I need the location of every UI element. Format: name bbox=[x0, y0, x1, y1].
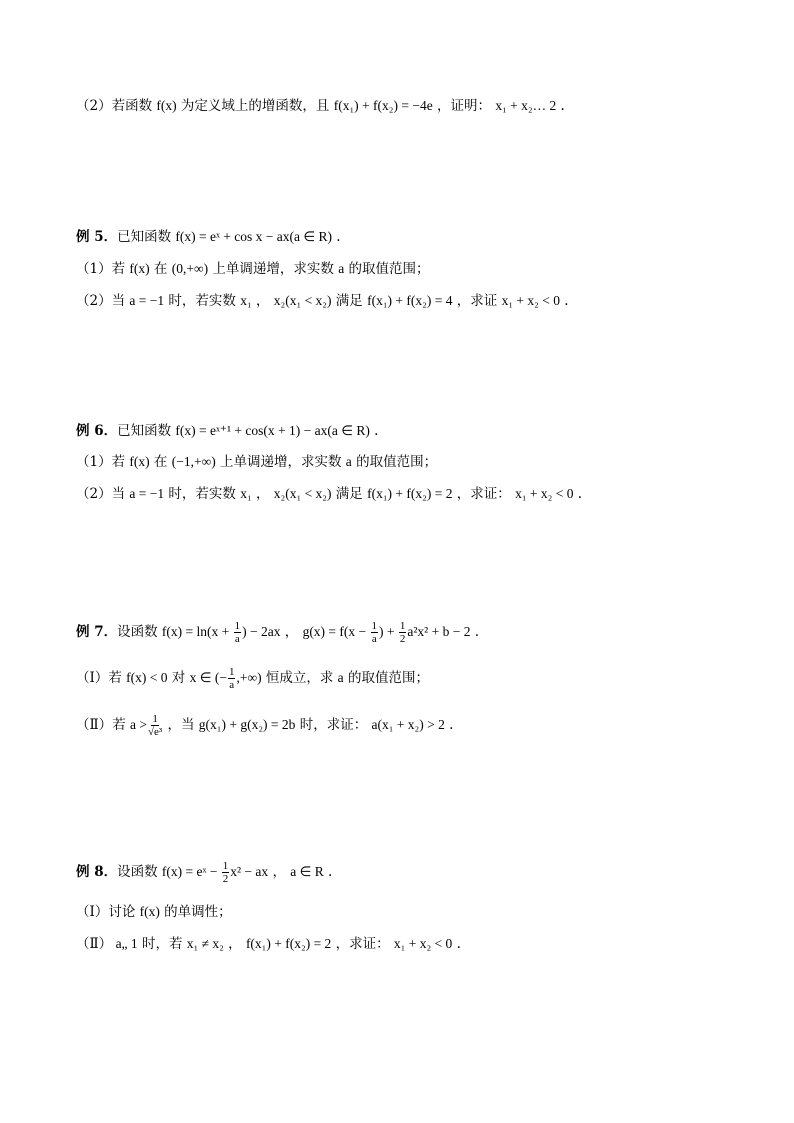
example-7-part2: （Ⅱ）若 a > $\frac{1}{\text{√e³}}$ ，当 g(x₁) + g(x₂) = 2b 时，求证： a(x₁ + x₂) > 2 . bbox=[76, 713, 454, 738]
formula: x₁ + x₂… 2 bbox=[495, 98, 557, 113]
formula: f(x₁) + f(x₂) = −4e bbox=[333, 98, 433, 113]
fraction: $\frac{1}{\text{√e³}}$ bbox=[147, 713, 163, 738]
example-5-title: 例 5．已知函数 f(x) = eˣ + cos x − ax(a ∈ R) . bbox=[76, 229, 341, 245]
example-8-title: 例 8．设函数 f(x) = eˣ − $\frac{1}{2}$ x² − ax ， a ∈ R . bbox=[76, 860, 333, 885]
fraction: $\frac{1}{2}$ bbox=[399, 620, 406, 645]
example-label: 例 8 bbox=[76, 864, 104, 880]
example-7-part1: （Ⅰ）若 f(x) < 0 对 x ∈ (− $\frac{1}{a}$ ,+∞) 恒成立，求 a 的取值范围； bbox=[76, 666, 429, 691]
example-6-part1: （1）若 f(x) 在 (−1,+∞) 上单调递增，求实数 a 的取值范围； bbox=[76, 454, 438, 470]
part-label: （2） bbox=[76, 98, 112, 114]
example-label: 例 6 bbox=[76, 423, 104, 439]
formula: f(x) bbox=[156, 98, 177, 113]
example-8-part1: （Ⅰ）讨论 f(x) 的单调性； bbox=[76, 904, 232, 920]
fraction: $\frac{1}{2}$ bbox=[222, 860, 229, 885]
fraction: $\frac{1}{a}$ bbox=[234, 620, 241, 645]
example-6-part2: （2）当 a = −1 时，若实数 x₁ ， x₂(x₁ < x₂) 满足 f(x₁) + f(x₂) = 2 ，求证： x₁ + x₂ < 0 . bbox=[76, 486, 583, 502]
example-5-part1: （1）若 f(x) 在 (0,+∞) 上单调递增，求实数 a 的取值范围； bbox=[76, 261, 430, 277]
example-7-title: 例 7．设函数 f(x) = ln(x + $\frac{1}{a}$ ) − 2ax ， g(x) = f(x − $\frac{1}{a}$ ) + $\frac{1}{2}$ a²x² + b − 2 . bbox=[76, 620, 480, 645]
q4-part2: （2）若函数 f(x) 为定义域上的增函数，且 f(x₁) + f(x₂) = −4e ，证明： x₁ + x₂… 2 . bbox=[76, 98, 565, 114]
fraction: $\frac{1}{a}$ bbox=[371, 620, 378, 645]
formula: f(x) = eˣ⁺¹ + cos(x + 1) − ax(a ∈ R) bbox=[175, 423, 370, 438]
example-6-title: 例 6．已知函数 f(x) = eˣ⁺¹ + cos(x + 1) − ax(a ∈ R) . bbox=[76, 423, 379, 439]
example-label: 例 7 bbox=[76, 624, 104, 640]
example-label: 例 5 bbox=[76, 229, 104, 245]
example-5-part2: （2）当 a = −1 时，若实数 x₁ ， x₂(x₁ < x₂) 满足 f(x₁) + f(x₂) = 4 ，求证 x₁ + x₂ < 0 . bbox=[76, 293, 569, 309]
formula: f(x) = eˣ + cos x − ax(a ∈ R) bbox=[175, 229, 332, 244]
fraction: $\frac{1}{a}$ bbox=[228, 666, 235, 691]
example-8-part2: （Ⅱ） a„ 1 时，若 x₁ ≠ x₂ ， f(x₁) + f(x₂) = 2 ，求证： x₁ + x₂ < 0 . bbox=[76, 936, 461, 952]
